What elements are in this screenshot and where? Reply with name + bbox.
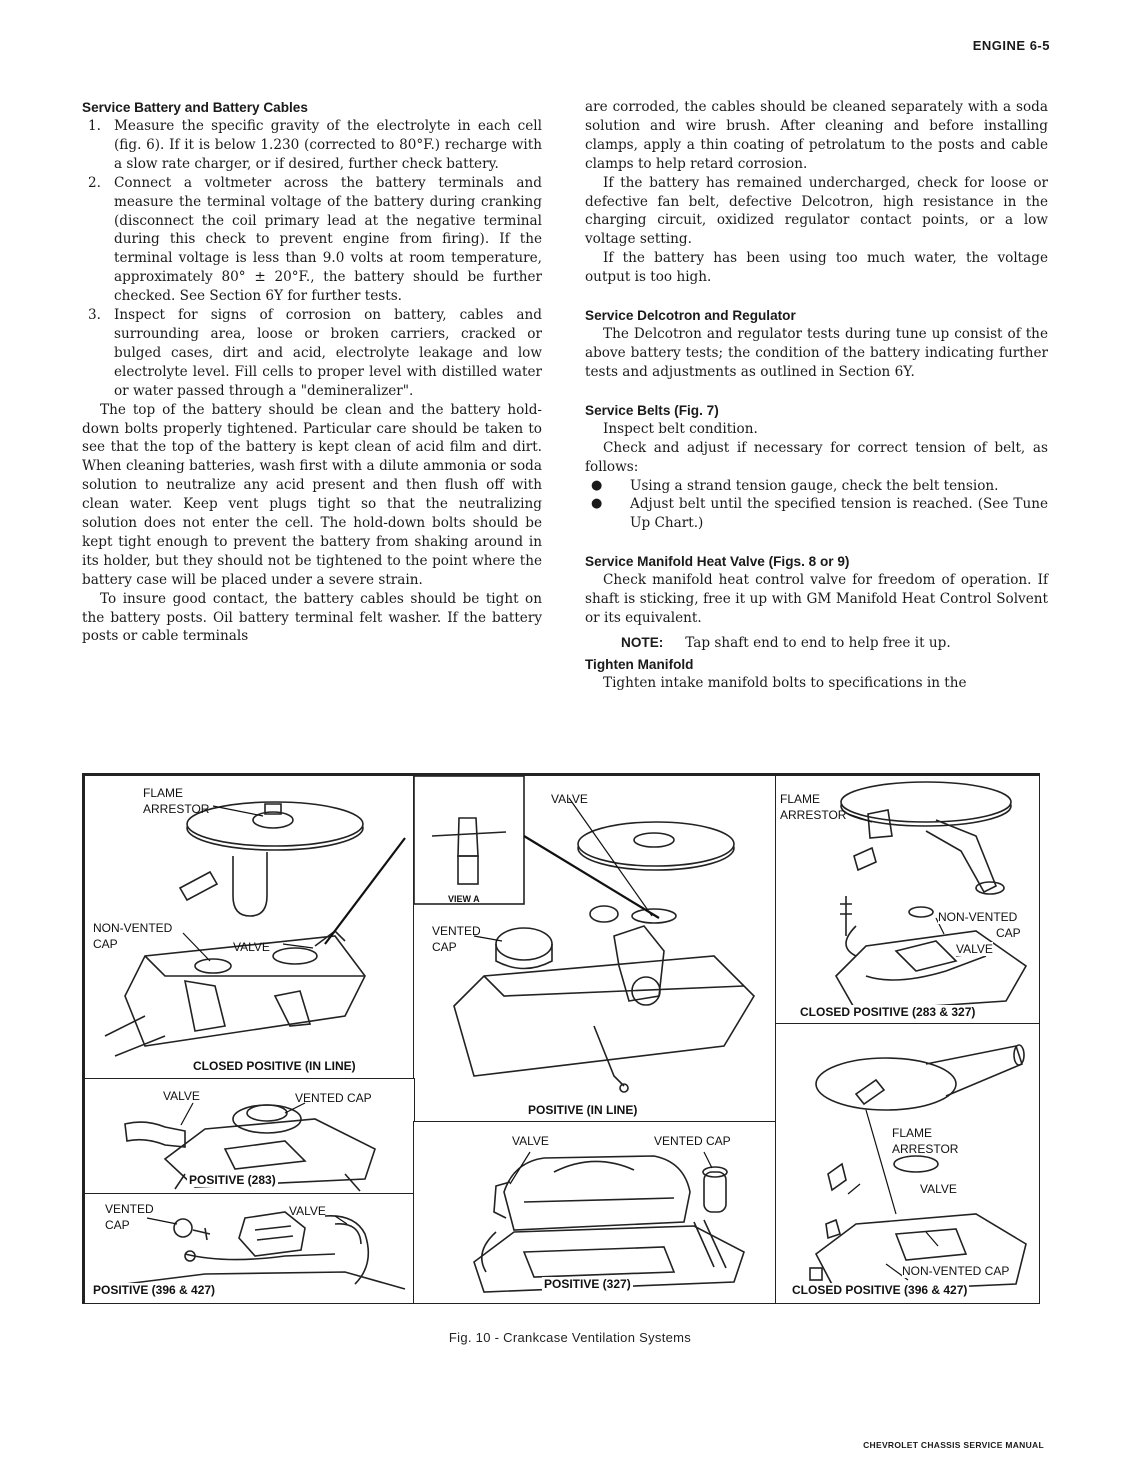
- heading-tighten-manifold: Tighten Manifold: [585, 656, 694, 672]
- bullet-icon: ●: [591, 496, 603, 512]
- item-text: Adjust belt until the specified tension is reached. (See Tune Up Chart.): [630, 496, 1048, 532]
- item-number: 2.: [88, 174, 101, 191]
- item-number: 1.: [88, 118, 101, 134]
- heading-manifold-heat-valve: Service Manifold Heat Valve (Figs. 8 or 9): [585, 554, 850, 570]
- page-header: ENGINE 6-5: [972, 38, 1050, 53]
- panel-caption: POSITIVE (IN LINE): [528, 1103, 638, 1117]
- battery-steps: [82, 117, 542, 401]
- paragraph: are corroded, the cables should be cleaned separately with a soda solution and wire brush. After cleaning and before installing clamps, apply a thin coating of petrolatum to the posts and cable clamps to help retard corrosion.: [585, 99, 1048, 172]
- label-valve: VALVE: [163, 1089, 200, 1103]
- label-view-a: VIEW A: [448, 894, 480, 904]
- panel-positive-327: [413, 1121, 777, 1304]
- paragraph: Check manifold heat control valve for freedom of operation. If shaft is sticking, free it up with GM Manifold Heat Control Solvent or its equivalent.: [585, 572, 1048, 627]
- bullet-icon: ●: [591, 477, 603, 493]
- paragraph: If the battery has been using too much water, the voltage output is too high.: [585, 250, 1048, 286]
- panel-caption: POSITIVE (327): [544, 1277, 631, 1291]
- list-item: [82, 306, 542, 401]
- paragraph: Inspect belt condition.: [603, 420, 758, 437]
- item-text: Using a strand tension gauge, check the belt tension.: [630, 477, 999, 494]
- heading-service-battery: Service Battery and Battery Cables: [82, 100, 308, 115]
- panel-closed-positive-283-327: [775, 775, 1040, 1025]
- left-column: [82, 98, 542, 646]
- item-number: 3.: [88, 307, 101, 324]
- paragraph: The top of the battery should be clean and the battery hold-down bolts properly tightened. Particular care should be taken to see that the top of the battery is kept clean of acid film and dirt. When cleaning batteries, wash first with a dilute ammonia or soda solution to neutralize any acid present and then flush off with clean water. Keep vent plugs tight so that the neutralizing solution does not enter the cell. The hold-down bolts should be kept tight enough to prevent the battery from shaking around in its holder, but they should not be tightened to the point where the battery case will be placed under a severe strain.: [82, 401, 542, 588]
- panel-closed-positive-396-427: [775, 1023, 1040, 1304]
- list-item: [82, 174, 542, 306]
- label-vented: VENTED: [105, 1202, 154, 1216]
- paragraph: Tighten intake manifold bolts to specifications in the: [603, 674, 967, 691]
- label-cap: CAP: [432, 940, 457, 954]
- figure-crankcase-ventilation: [82, 773, 1040, 1304]
- item-text: Connect a voltmeter across the battery terminals and measure the terminal voltage of the battery during cranking (disconnect the coil primary lead at the negative terminal during this check to prevent engine from firing). If the terminal voltage is less than 9.0 volts at room temperature, approximately 80° ± 20°F., the battery should be further checked. See Section 6Y for further tests.: [114, 174, 542, 305]
- label-valve: VALVE: [956, 942, 993, 956]
- paragraph: Check and adjust if necessary for correct tension of belt, as follows:: [585, 439, 1048, 475]
- panel-closed-positive-inline: [84, 775, 415, 1080]
- label-non-vented: NON-VENTED: [93, 921, 173, 935]
- heading-service-delcotron: Service Delcotron and Regulator: [585, 308, 796, 324]
- panel-caption: POSITIVE (283): [189, 1173, 276, 1187]
- note: [585, 634, 1048, 653]
- label-cap: CAP: [996, 926, 1021, 940]
- panel-caption: CLOSED POSITIVE (IN LINE): [193, 1059, 356, 1073]
- paragraph: If the battery has remained undercharged, check for loose or defective fan belt, defective Delcotron, high resistance in the charging circuit, oxidized regulator contact points, or a low voltage setting.: [585, 174, 1048, 248]
- label-cap: CAP: [105, 1218, 130, 1232]
- panel-positive-283: [84, 1078, 415, 1195]
- label-arrestor: ARRESTOR: [143, 802, 210, 816]
- label-vented-cap: VENTED CAP: [654, 1134, 731, 1148]
- right-column: [585, 98, 1048, 693]
- label-flame: FLAME: [143, 786, 184, 800]
- label-valve: VALVE: [289, 1204, 326, 1218]
- label-flame: FLAME: [892, 1126, 933, 1140]
- label-vented-cap: VENTED CAP: [295, 1091, 372, 1105]
- note-label: NOTE:: [621, 634, 664, 650]
- paragraph: To insure good contact, the battery cables should be tight on the battery posts. Oil battery terminal felt washer. If the battery posts or cable terminals: [82, 590, 542, 645]
- label-cap: CAP: [93, 937, 118, 951]
- label-flame: FLAME: [780, 792, 821, 806]
- label-arrestor: ARRESTOR: [780, 808, 847, 822]
- panel-positive-inline: [413, 775, 777, 1123]
- label-arrestor: ARRESTOR: [892, 1142, 959, 1156]
- heading-service-belts: Service Belts (Fig. 7): [585, 402, 719, 418]
- list-item: [585, 477, 1048, 496]
- panel-caption: POSITIVE (396 & 427): [93, 1283, 216, 1297]
- panel-caption: CLOSED POSITIVE (283 & 327): [800, 1005, 976, 1019]
- panel-positive-396-427: [84, 1193, 415, 1304]
- label-valve: VALVE: [512, 1134, 549, 1148]
- list-item: [585, 495, 1048, 533]
- belt-bullets: [585, 477, 1048, 534]
- label-valve: VALVE: [920, 1182, 957, 1196]
- item-text: Inspect for signs of corrosion on battery, cables and surrounding area, loose or broken carriers, cracked or bulged cases, dirt and acid, electrolyte leakage and low electrolyte level. Fill cells to proper level with distilled water or water passed through a "demineralizer".: [114, 307, 542, 399]
- label-valve: VALVE: [551, 792, 588, 806]
- label-non-vented-cap: NON-VENTED CAP: [902, 1264, 1010, 1278]
- engine-illustration: [414, 776, 777, 1123]
- item-text: Measure the specific gravity of the electrolyte in each cell (fig. 6). If it is below 1.230 (corrected to 80°F.) recharge with a slow rate charger, or if desired, further check battery.: [114, 118, 542, 172]
- label-non-vented: NON-VENTED: [938, 910, 1018, 924]
- page-footer: CHEVROLET CHASSIS SERVICE MANUAL: [863, 1440, 1044, 1450]
- panel-caption: CLOSED POSITIVE (396 & 427): [792, 1283, 968, 1297]
- engine-illustration: [776, 1024, 1040, 1304]
- label-valve: VALVE: [233, 940, 270, 954]
- figure-caption: Fig. 10 - Crankcase Ventilation Systems: [448, 1330, 692, 1345]
- list-item: [82, 117, 542, 174]
- label-vented: VENTED: [432, 924, 481, 938]
- note-text: Tap shaft end to end to help free it up.: [685, 634, 951, 651]
- paragraph: The Delcotron and regulator tests during tune up consist of the above battery tests; the condition of the battery indicating further tests and adjustments as outlined in Section 6Y.: [585, 326, 1048, 380]
